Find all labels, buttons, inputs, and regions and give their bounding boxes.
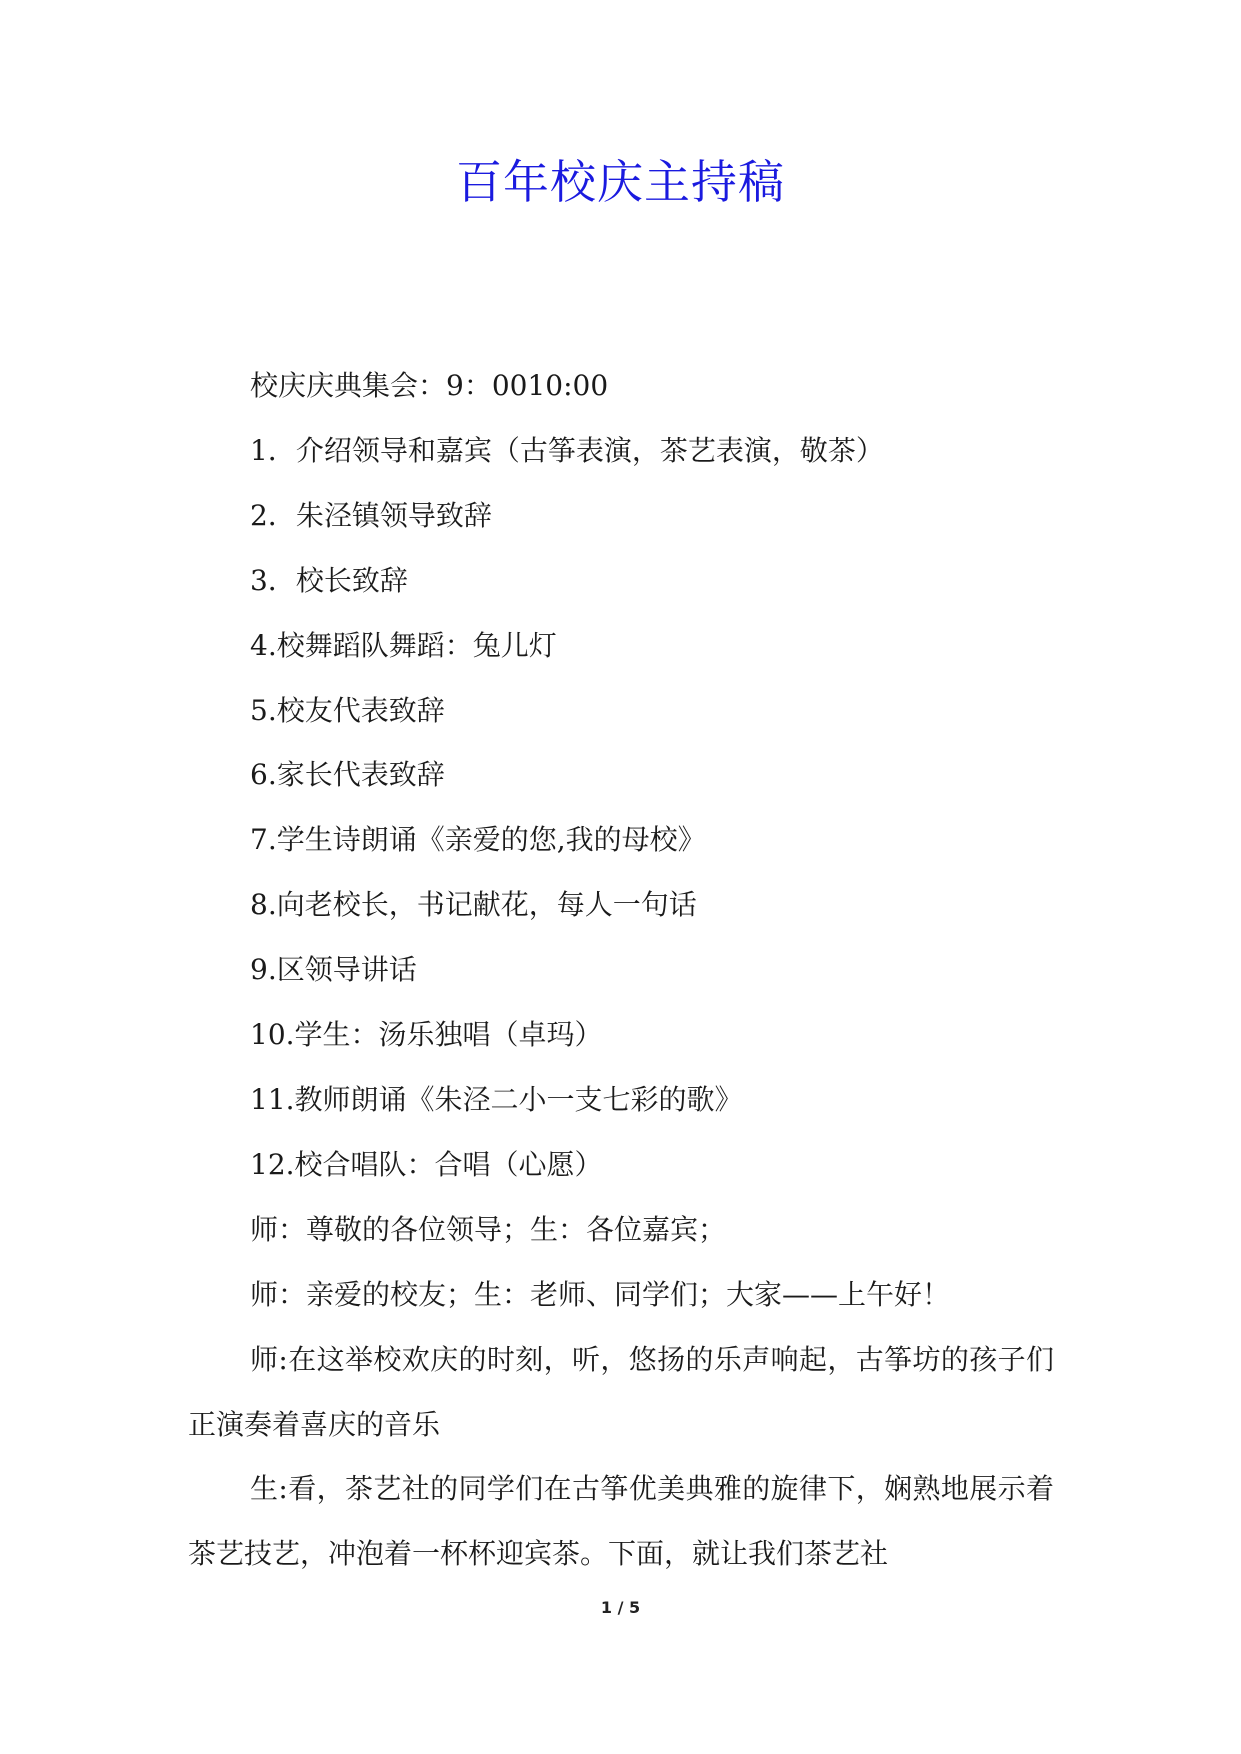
document-title: 百年校庆主持稿 [456,155,785,209]
program-line: 2．朱泾镇领导致辞 [250,498,492,532]
document-body [188,354,1054,1587]
dialogue-line: 师：尊敬的各位领导；生：各位嘉宾； [250,1212,727,1246]
dialogue-paragraph: 生:看，茶艺社的同学们在古筝优美典雅的旋律下，娴熟地展示着茶艺技艺，冲泡着一杯杯迎宾茶。下面，就让我们茶艺社 [188,1472,1054,1571]
program-line: 10.学生：汤乐独唱（卓玛） [250,1018,603,1052]
dialogue-paragraph: 师:在这举校欢庆的时刻，听，悠扬的乐声响起，古筝坊的孩子们正演奏着喜庆的音乐 [188,1342,1054,1441]
program-line: 12.校合唱队：合唱（心愿） [250,1147,603,1181]
program-line: 6.家长代表致辞 [250,758,445,792]
program-line: 1．介绍领导和嘉宾（古筝表演，茶艺表演，敬茶） [250,433,884,467]
program-line: 4.校舞蹈队舞蹈：兔儿灯 [250,628,557,662]
program-line: 7.学生诗朗诵《亲爱的您,我的母校》 [250,823,706,857]
program-line: 5.校友代表致辞 [250,693,445,727]
program-line: 校庆庆典集会：9：0010:00 [250,369,609,402]
program-line: 3．校长致辞 [250,563,408,597]
program-line: 9.区领导讲话 [250,953,417,987]
page-indicator: 1 / 5 [600,1598,641,1617]
dialogue-line: 师：亲爱的校友；生：老师、同学们；大家——上午好！ [250,1277,951,1311]
program-line: 11.教师朗诵《朱泾二小一支七彩的歌》 [250,1082,743,1116]
program-line: 8.向老校长，书记献花，每人一句话 [250,888,697,922]
